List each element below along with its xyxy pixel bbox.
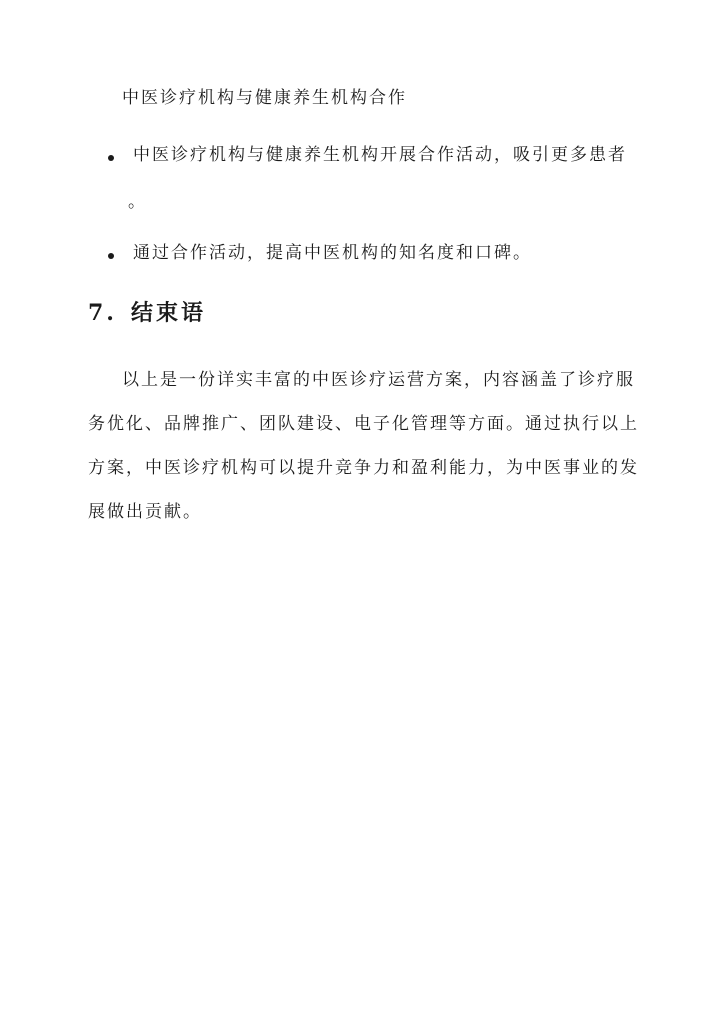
section-number: 7. [88,300,117,326]
paragraph-line: 展做出贡献。 [88,502,202,522]
section-heading [88,298,206,328]
section-title-text: 结束语 [130,300,206,326]
paragraph-line: 务优化、品牌推广、团队建设、电子化管理等方面。通过执行以上 [88,414,639,434]
subsection-heading: 中医诊疗机构与健康养生机构合作 [122,88,407,108]
bullet-text: 中医诊疗机构与健康养生机构开展合作活动，吸引更多患者 [133,145,627,165]
bullet-dot-icon [108,155,114,161]
bullet-text-continuation: 。 [128,192,145,212]
paragraph-line: 以上是一份详实丰富的中医诊疗运营方案，内容涵盖了诊疗服 [122,370,635,390]
bullet-text: 通过合作活动，提高中医机构的知名度和口碑。 [133,243,532,263]
paragraph-line: 方案，中医诊疗机构可以提升竞争力和盈利能力，为中医事业的发 [88,458,639,478]
bullet-dot-icon [108,253,114,259]
